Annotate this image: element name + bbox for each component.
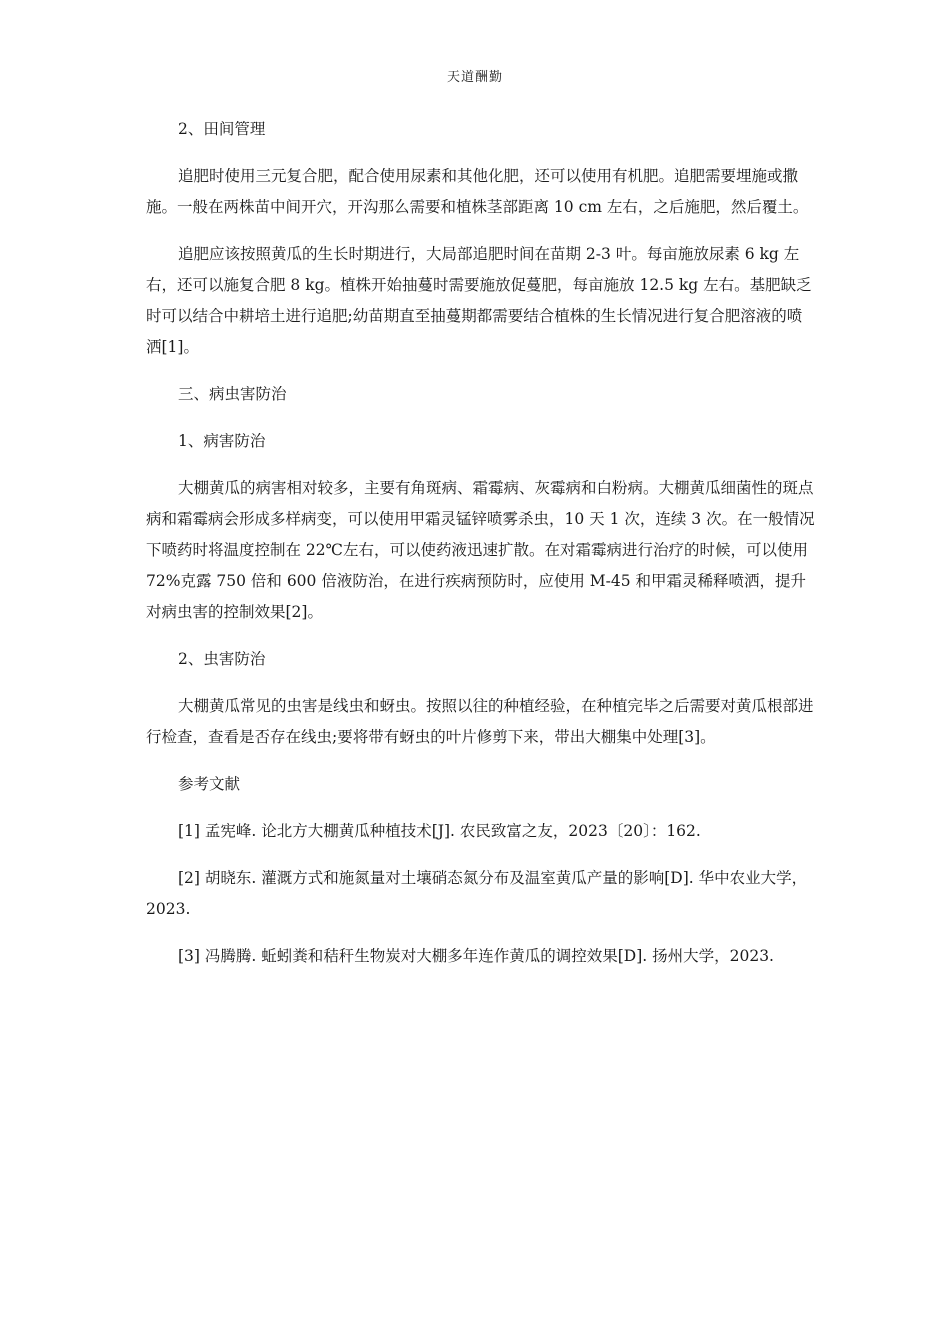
section-heading-references: 参考文献 [178, 775, 241, 793]
section-heading-insect-control: 2、虫害防治 [178, 650, 266, 668]
paragraph-topdressing-timing: 追肥应该按照黄瓜的生长时期进行，大局部追肥时间在苗期 2-3 叶。每亩施放尿素 6 kg 左右，还可以施复合肥 8 kg。植株开始抽蔓时需要施放促蔓肥，每亩施放 12.5 kg 左右。基肥缺乏时可以结合中耕培土进行追肥;幼苗期直至抽蔓期都需要结合植株的生长情况进行复合肥溶液的喷洒[1]。 [146, 245, 812, 356]
paragraph-disease-control: 大棚黄瓜的病害相对较多，主要有角斑病、霜霉病、灰霉病和白粉病。大棚黄瓜细菌性的斑点病和霜霉病会形成多样病变，可以使用甲霜灵锰锌喷雾杀虫，10 天 1 次，连续 3 次。在一般情况下喷药时将温度控制在 22℃左右，可以使药液迅速扩散。在对霜霉病进行治疗的时候，可以使用 72%克露 750 倍和 600 倍液防治，在进行疾病预防时，应使用 M-45 和甲霜灵稀释喷洒，提升对病虫害的控制效果[2]。 [146, 479, 815, 621]
paragraph-insect-control: 大棚黄瓜常见的虫害是线虫和蚜虫。按照以往的种植经验，在种植完毕之后需要对黄瓜根部进行检查，查看是否存在线虫;要将带有蚜虫的叶片修剪下来，带出大棚集中处理[3]。 [146, 697, 814, 746]
section-heading-field-management: 2、田间管理 [178, 120, 266, 138]
reference-item-2: [2] 胡晓东. 灌溉方式和施氮量对土壤硝态氮分布及温室黄瓜产量的影响[D]. 华中农业大学，2023. [146, 869, 808, 918]
reference-item-1: [1] 孟宪峰. 论北方大棚黄瓜种植技术[J]. 农民致富之友，2023〔20〕：162. [178, 822, 701, 840]
section-heading-pest-control: 三、病虫害防治 [178, 385, 287, 403]
page-header: 天道酬勤 [446, 70, 503, 85]
reference-item-3: [3] 冯腾腾. 蚯蚓粪和秸秆生物炭对大棚多年连作黄瓜的调控效果[D]. 扬州大学，2023. [178, 947, 774, 965]
section-heading-disease-control: 1、病害防治 [178, 432, 266, 450]
paragraph-topdressing-method: 追肥时使用三元复合肥，配合使用尿素和其他化肥，还可以使用有机肥。追肥需要埋施或撒施。一般在两株苗中间开穴，开沟那么需要和植株茎部距离 10 cm 左右，之后施肥，然后覆土。 [146, 167, 809, 216]
document-body [146, 114, 816, 988]
